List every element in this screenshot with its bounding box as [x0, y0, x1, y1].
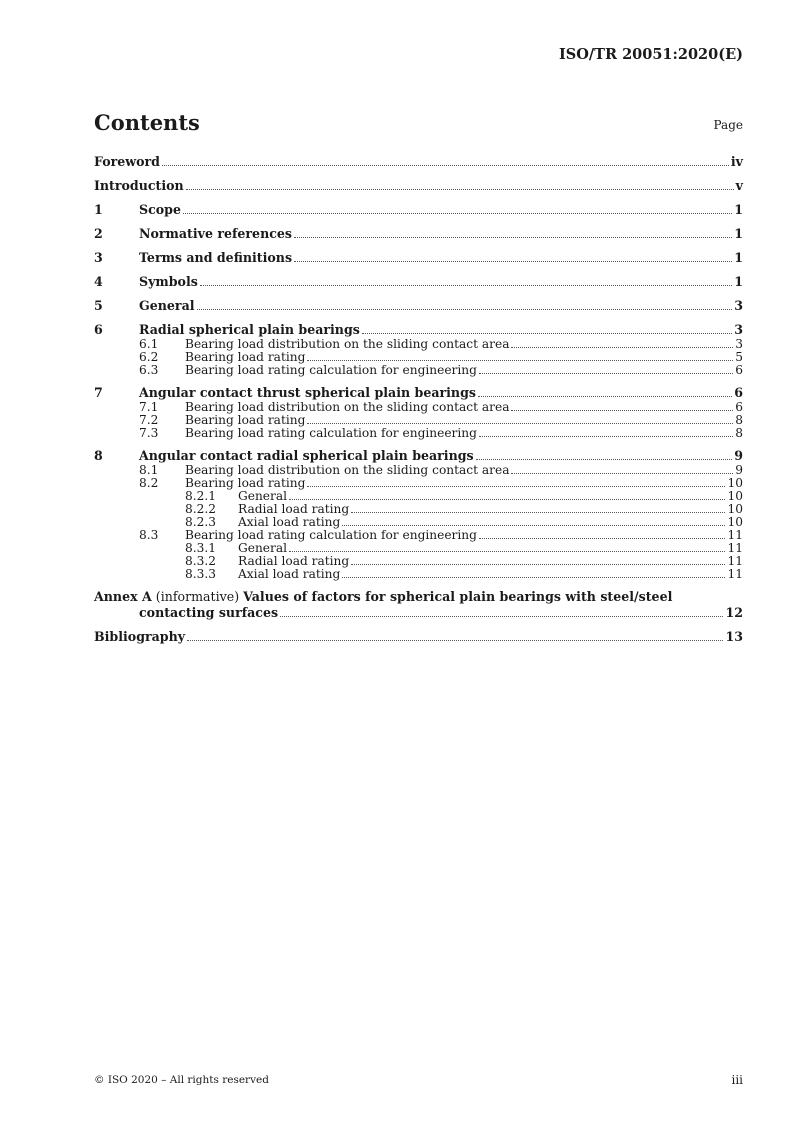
toc-number: 2	[94, 226, 103, 241]
dot-leader	[342, 525, 725, 526]
toc-number: 8.2	[139, 476, 159, 490]
annex-title-line1: Values of factors for spherical plain bearings with steel/steel	[243, 589, 673, 604]
toc-number: 8.2.2	[185, 502, 217, 516]
toc-title: Axial load rating	[238, 515, 341, 529]
dot-leader	[362, 333, 732, 334]
annex-heading-line	[94, 589, 743, 605]
toc-title: Scope	[139, 202, 181, 217]
toc-page: v	[735, 178, 743, 193]
dot-leader	[200, 285, 732, 286]
dot-leader	[511, 410, 733, 411]
toc-number: 8	[94, 448, 103, 463]
toc-entry-1[interactable]	[94, 202, 743, 218]
dot-leader	[294, 237, 732, 238]
dot-leader	[351, 564, 725, 565]
toc-page: 11	[727, 567, 743, 581]
toc-page: 1	[734, 250, 743, 265]
toc-title: Axial load rating	[238, 567, 341, 581]
toc-number: 6	[94, 322, 103, 337]
toc-number: 6.1	[139, 337, 159, 351]
toc-number: 1	[94, 202, 103, 217]
toc-number: 8.1	[139, 463, 159, 477]
toc-page: 6	[734, 385, 743, 400]
toc-page: 3	[734, 298, 743, 313]
toc-title: General	[139, 298, 195, 313]
toc-title: Bearing load rating calculation for engineering	[185, 528, 477, 542]
toc-entry-2[interactable]	[94, 226, 743, 242]
toc-title: General	[238, 489, 287, 503]
toc-title: Bearing load rating	[185, 350, 306, 364]
toc-title: Bearing load rating calculation for engineering	[185, 426, 477, 440]
toc-page: 1	[734, 202, 743, 217]
dot-leader	[294, 261, 732, 262]
toc-number: 3	[94, 250, 103, 265]
toc-title: Bearing load distribution on the sliding contact area	[185, 463, 510, 477]
dot-leader	[183, 213, 732, 214]
toc-number: 8.2.1	[185, 489, 217, 503]
dot-leader	[187, 640, 723, 641]
toc-entry-6[interactable]	[94, 322, 743, 338]
toc-page: 8	[735, 426, 743, 440]
toc-page: 10	[727, 515, 743, 529]
dot-leader	[280, 616, 723, 617]
toc-entry-introduction[interactable]	[94, 178, 743, 194]
toc-entry-8[interactable]	[94, 448, 743, 464]
toc-entry-8-3-3[interactable]	[94, 568, 743, 581]
toc-page: 8	[735, 413, 743, 427]
toc-page: 10	[727, 489, 743, 503]
toc-entry-bibliography[interactable]	[94, 629, 743, 645]
dot-leader	[511, 473, 733, 474]
toc-number: 7.3	[139, 426, 159, 440]
dot-leader	[476, 459, 733, 460]
document-id: ISO/TR 20051:2020(E)	[559, 46, 743, 63]
toc-number: 8.3	[139, 528, 159, 542]
toc-page: 9	[735, 463, 743, 477]
toc-title: General	[238, 541, 287, 555]
dot-leader	[479, 436, 733, 437]
dot-leader	[307, 360, 733, 361]
annex-continuation	[94, 605, 743, 621]
page-title: Contents	[94, 110, 200, 135]
toc-title: Bearing load rating calculation for engineering	[185, 363, 477, 377]
toc-number: 4	[94, 274, 103, 289]
toc-number: 8.3.3	[185, 567, 217, 581]
toc-page: 1	[734, 226, 743, 241]
dot-leader	[511, 347, 733, 348]
toc-page: 12	[725, 605, 743, 620]
toc-number: 7.2	[139, 413, 159, 427]
dot-leader	[342, 577, 725, 578]
dot-leader	[307, 423, 733, 424]
dot-leader	[186, 189, 734, 190]
toc-page: 11	[727, 554, 743, 568]
toc-title: Bearing load distribution on the sliding contact area	[185, 400, 510, 414]
annex-title-line2: contacting surfaces	[139, 605, 279, 620]
toc-title: Symbols	[139, 274, 198, 289]
page-column-label: Page	[713, 118, 743, 132]
dot-leader	[351, 512, 725, 513]
toc-page: 11	[727, 528, 743, 542]
toc-entry-5[interactable]	[94, 298, 743, 314]
toc-number: 6.2	[139, 350, 159, 364]
dot-leader	[289, 551, 725, 552]
toc-entry-annex-a[interactable]	[94, 589, 743, 621]
toc-entry-4[interactable]	[94, 274, 743, 290]
toc-entry-7-3[interactable]	[94, 427, 743, 440]
toc-page: 10	[727, 476, 743, 490]
toc-title: Bearing load rating	[185, 476, 306, 490]
toc-entry-6-3[interactable]	[94, 364, 743, 377]
toc-number: 7.1	[139, 400, 159, 414]
dot-leader	[479, 373, 733, 374]
toc-number: 8.2.3	[185, 515, 217, 529]
toc-page: 9	[734, 448, 743, 463]
copyright-notice: © ISO 2020 – All rights reserved	[94, 1074, 269, 1086]
toc-page: 5	[735, 350, 743, 364]
toc-entry-7[interactable]	[94, 385, 743, 401]
toc-title: Angular contact thrust spherical plain bearings	[139, 385, 476, 400]
page-number: iii	[731, 1073, 743, 1087]
toc-number: 7	[94, 385, 103, 400]
dot-leader	[162, 165, 729, 166]
toc-title: Radial load rating	[238, 502, 350, 516]
toc-title: Introduction	[94, 178, 184, 193]
toc-page: 3	[735, 337, 743, 351]
dot-leader	[307, 486, 725, 487]
toc-number: 8.3.2	[185, 554, 217, 568]
toc-page: 6	[735, 400, 743, 414]
toc-page: 1	[734, 274, 743, 289]
toc-title: Bearing load distribution on the sliding contact area	[185, 337, 510, 351]
toc-entry-3[interactable]	[94, 250, 743, 266]
toc-page: 11	[727, 541, 743, 555]
toc-number: 5	[94, 298, 103, 313]
toc-title: Normative references	[139, 226, 293, 241]
toc-page: iv	[730, 154, 743, 169]
toc-title: Radial spherical plain bearings	[139, 322, 360, 337]
annex-label: Annex A	[94, 589, 152, 604]
toc-page: 10	[727, 502, 743, 516]
toc-page: 3	[734, 322, 743, 337]
toc-title: Bearing load rating	[185, 413, 306, 427]
toc-title: Bibliography	[94, 629, 186, 644]
toc-number: 8.3.1	[185, 541, 217, 555]
dot-leader	[479, 538, 726, 539]
toc-number: 6.3	[139, 363, 159, 377]
dot-leader	[197, 309, 733, 310]
toc-title: Foreword	[94, 154, 160, 169]
table-of-contents	[94, 154, 743, 645]
toc-title: Radial load rating	[238, 554, 350, 568]
toc-page: 13	[725, 629, 743, 644]
toc-title: Angular contact radial spherical plain bearings	[139, 448, 474, 463]
dot-leader	[478, 396, 732, 397]
dot-leader	[289, 499, 725, 500]
toc-entry-foreword[interactable]	[94, 154, 743, 170]
toc-title: Terms and definitions	[139, 250, 293, 265]
toc-page: 6	[735, 363, 743, 377]
annex-qualifier: (informative)	[155, 589, 240, 604]
